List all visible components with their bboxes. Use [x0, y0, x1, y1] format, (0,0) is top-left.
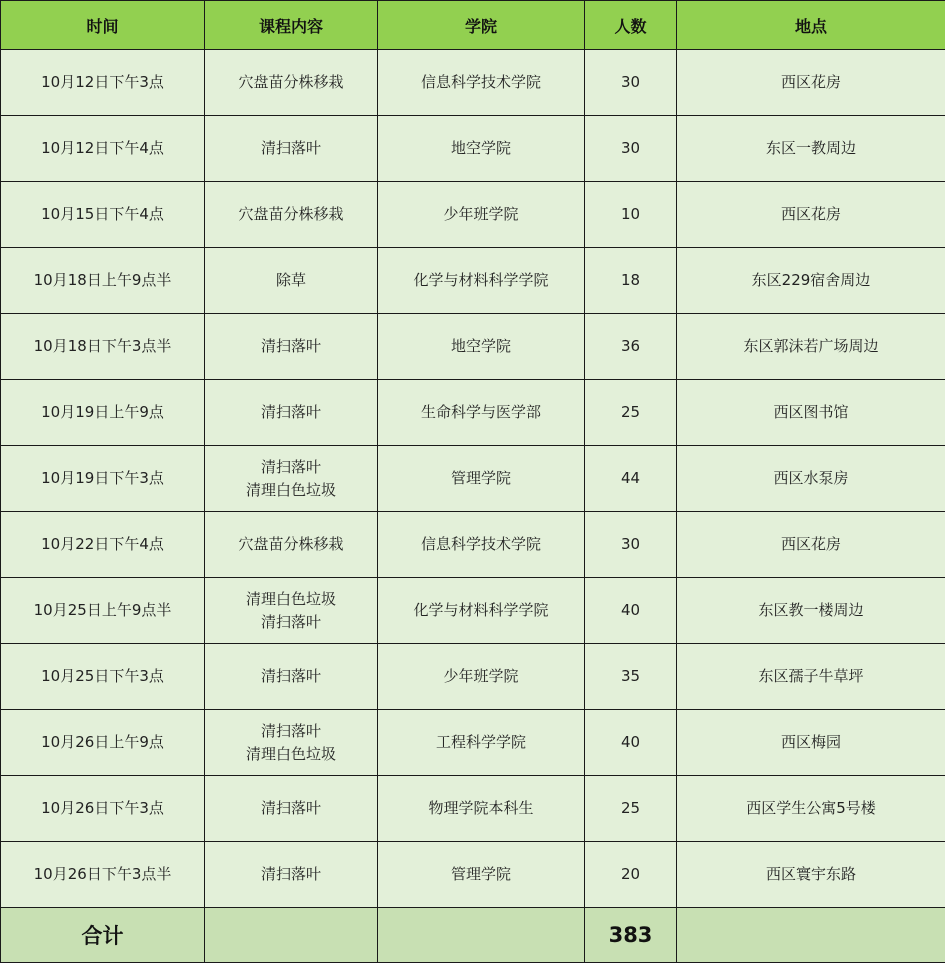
- header-college: 学院: [378, 1, 585, 50]
- cell-count: 40: [585, 710, 677, 776]
- table-body: [1, 50, 945, 908]
- cell-location: 东区教一楼周边: [677, 578, 945, 644]
- cell-time: 10月22日下午4点: [1, 512, 205, 578]
- cell-college: 管理学院: [378, 446, 585, 512]
- cell-location: 西区图书馆: [677, 380, 945, 446]
- course-line: 清理白色垃圾: [245, 480, 336, 499]
- header-time: 时间: [1, 1, 205, 50]
- course-line: 穴盘苗分株移栽: [238, 205, 344, 223]
- table-row: [1, 248, 945, 314]
- table-row: [1, 776, 945, 842]
- cell-time: 10月15日下午4点: [1, 182, 205, 248]
- cell-college: 信息科学技术学院: [378, 50, 585, 116]
- cell-time: 10月25日上午9点半: [1, 578, 205, 644]
- cell-time: 10月18日下午3点半: [1, 314, 205, 380]
- cell-time: 10月12日下午4点: [1, 116, 205, 182]
- cell-count: 18: [585, 248, 677, 314]
- course-line: 清扫落叶: [260, 865, 321, 883]
- cell-course: [205, 842, 378, 908]
- cell-course: [205, 248, 378, 314]
- cell-course: [205, 710, 378, 776]
- cell-location: 西区寰宇东路: [677, 842, 945, 908]
- cell-course: [205, 50, 378, 116]
- course-line: 穴盘苗分株移栽: [238, 535, 344, 553]
- total-row: [1, 908, 945, 963]
- header-count: 人数: [585, 1, 677, 50]
- cell-time: 10月26日下午3点半: [1, 842, 205, 908]
- cell-time: 10月26日上午9点: [1, 710, 205, 776]
- header-location: 地点: [677, 1, 945, 50]
- table-row: [1, 512, 945, 578]
- cell-course: [205, 644, 378, 710]
- cell-college: 少年班学院: [378, 182, 585, 248]
- table-row: [1, 842, 945, 908]
- course-line: 清扫落叶: [260, 139, 321, 157]
- cell-count: 30: [585, 50, 677, 116]
- course-line: 清理白色垃圾: [245, 589, 336, 608]
- cell-college: 物理学院本科生: [378, 776, 585, 842]
- cell-count: 40: [585, 578, 677, 644]
- cell-college: 化学与材料科学学院: [378, 248, 585, 314]
- cell-location: 东区一教周边: [677, 116, 945, 182]
- course-line: 清扫落叶: [260, 721, 321, 740]
- table-row: [1, 710, 945, 776]
- cell-college: 工程科学学院: [378, 710, 585, 776]
- table-footer: [1, 908, 945, 963]
- table-row: [1, 116, 945, 182]
- cell-course: [205, 116, 378, 182]
- cell-college: 管理学院: [378, 842, 585, 908]
- cell-time: 10月19日上午9点: [1, 380, 205, 446]
- cell-count: 44: [585, 446, 677, 512]
- course-line: 清扫落叶: [260, 612, 321, 631]
- cell-time: 10月12日下午3点: [1, 50, 205, 116]
- cell-time: 10月26日下午3点: [1, 776, 205, 842]
- cell-count: 20: [585, 842, 677, 908]
- course-line: 穴盘苗分株移栽: [238, 73, 344, 91]
- cell-location: 西区花房: [677, 512, 945, 578]
- cell-course: [205, 776, 378, 842]
- cell-college: 地空学院: [378, 314, 585, 380]
- table-row: [1, 578, 945, 644]
- cell-course: [205, 512, 378, 578]
- total-empty-college: [378, 908, 585, 963]
- cell-location: 西区花房: [677, 182, 945, 248]
- total-empty-location: [677, 908, 945, 963]
- cell-college: 地空学院: [378, 116, 585, 182]
- table-row: [1, 50, 945, 116]
- total-label: 合计: [1, 908, 205, 963]
- course-line: 除草: [275, 271, 306, 289]
- table-row: [1, 314, 945, 380]
- cell-course: [205, 314, 378, 380]
- cell-college: 生命科学与医学部: [378, 380, 585, 446]
- cell-course: [205, 380, 378, 446]
- cell-count: 30: [585, 116, 677, 182]
- cell-course: [205, 446, 378, 512]
- course-line: 清扫落叶: [260, 667, 321, 685]
- cell-count: 25: [585, 380, 677, 446]
- cell-count: 35: [585, 644, 677, 710]
- cell-count: 36: [585, 314, 677, 380]
- cell-location: 东区郭沫若广场周边: [677, 314, 945, 380]
- table-row: [1, 182, 945, 248]
- header-row: [1, 1, 945, 50]
- course-line: 清理白色垃圾: [245, 744, 336, 763]
- cell-location: 东区229宿舍周边: [677, 248, 945, 314]
- cell-location: 西区学生公寓5号楼: [677, 776, 945, 842]
- table-header: [1, 1, 945, 50]
- course-line: 清扫落叶: [260, 457, 321, 476]
- cell-location: 西区水泵房: [677, 446, 945, 512]
- cell-location: 西区梅园: [677, 710, 945, 776]
- cell-time: 10月19日下午3点: [1, 446, 205, 512]
- total-empty-course: [205, 908, 378, 963]
- total-count: 383: [585, 908, 677, 963]
- cell-college: 少年班学院: [378, 644, 585, 710]
- cell-college: 信息科学技术学院: [378, 512, 585, 578]
- cell-course: [205, 182, 378, 248]
- course-line: 清扫落叶: [260, 799, 321, 817]
- table-row: [1, 644, 945, 710]
- cell-time: 10月18日上午9点半: [1, 248, 205, 314]
- cell-course: [205, 578, 378, 644]
- course-line: 清扫落叶: [260, 337, 321, 355]
- table-row: [1, 380, 945, 446]
- cell-count: 25: [585, 776, 677, 842]
- cell-college: 化学与材料科学学院: [378, 578, 585, 644]
- course-line: 清扫落叶: [260, 403, 321, 421]
- cell-location: 西区花房: [677, 50, 945, 116]
- cell-count: 10: [585, 182, 677, 248]
- cell-location: 东区孺子牛草坪: [677, 644, 945, 710]
- header-course: 课程内容: [205, 1, 378, 50]
- cell-count: 30: [585, 512, 677, 578]
- table-row: [1, 446, 945, 512]
- cell-time: 10月25日下午3点: [1, 644, 205, 710]
